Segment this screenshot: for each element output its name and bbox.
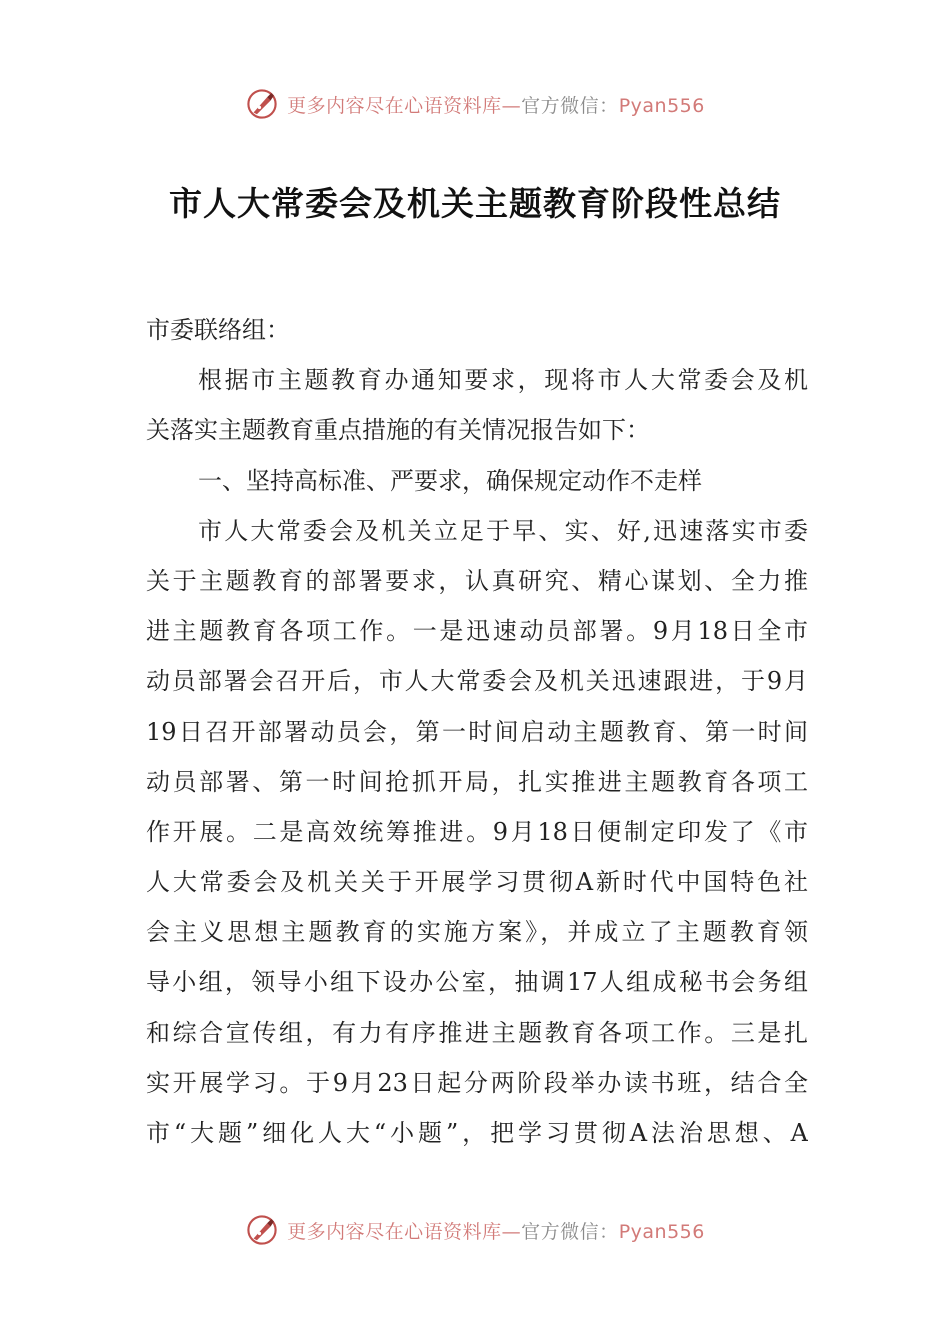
watermark-wechat-id: Pyan556 <box>618 1220 705 1243</box>
paragraph-line: 关落实主题教育重点措施的有关情况报告如下： <box>146 416 650 445</box>
paragraph-line: 会主义思想主题教育的实施方案》，并成立了主题教育领 <box>146 918 808 947</box>
paragraph-line: 作开展。二是高效统筹推进。9月18日便制定印发了《市 <box>146 817 808 846</box>
document-title: 市人大常委会及机关主题教育阶段性总结 <box>169 184 781 223</box>
paragraph-line: 关于主题教育的部署要求，认真研究、精心谋划、全力推 <box>146 566 808 595</box>
pen-nib-icon <box>245 87 279 121</box>
paragraph-line: 市人大常委会及机关立足于早、实、好,迅速落实市委 <box>198 516 808 545</box>
watermark-slogan: 更多内容尽在心语资料库— <box>287 1220 522 1243</box>
watermark-text <box>287 91 705 118</box>
watermark-text <box>287 1217 705 1244</box>
watermark-footer <box>0 1208 950 1252</box>
pen-nib-icon <box>245 1213 279 1247</box>
paragraph-line: 动员部署会召开后，市人大常委会及机关迅速跟进，于9月 <box>146 667 808 696</box>
watermark-wechat-id: Pyan556 <box>618 94 705 117</box>
salutation: 市委联络组： <box>146 316 290 344</box>
paragraph-line: 进主题教育各项工作。一是迅速动员部署。9月18日全市 <box>146 617 808 646</box>
watermark-wechat-label: 官方微信： <box>521 94 619 117</box>
watermark-wechat-label: 官方微信： <box>521 1220 619 1243</box>
paragraph-line: 人大常委会及机关关于开展学习贯彻A新时代中国特色社 <box>146 868 808 897</box>
paragraph-line: 实开展学习。于9月23日起分两阶段举办读书班，结合全 <box>146 1068 808 1097</box>
paragraph-line: 市“大题”细化人大“小题”，把学习贯彻A法治思想、A <box>146 1119 808 1147</box>
paragraph-line: 和综合宣传组，有力有序推进主题教育各项工作。三是扎 <box>146 1018 808 1047</box>
paragraph-line: 19日召开部署动员会，第一时间启动主题教育、第一时间 <box>146 717 808 746</box>
paragraph-line: 动员部署、第一时间抢抓开局，扎实推进主题教育各项工 <box>146 767 808 796</box>
document-body <box>146 305 808 1158</box>
section-heading: 一、坚持高标准、严要求，确保规定动作不走样 <box>198 466 702 495</box>
watermark-header <box>0 82 950 126</box>
paragraph-line: 导小组，领导小组下设办公室，抽调17人组成秘书会务组 <box>146 968 808 997</box>
paragraph-line: 根据市主题教育办通知要求，现将市人大常委会及机 <box>198 366 808 395</box>
watermark-slogan: 更多内容尽在心语资料库— <box>287 94 522 117</box>
